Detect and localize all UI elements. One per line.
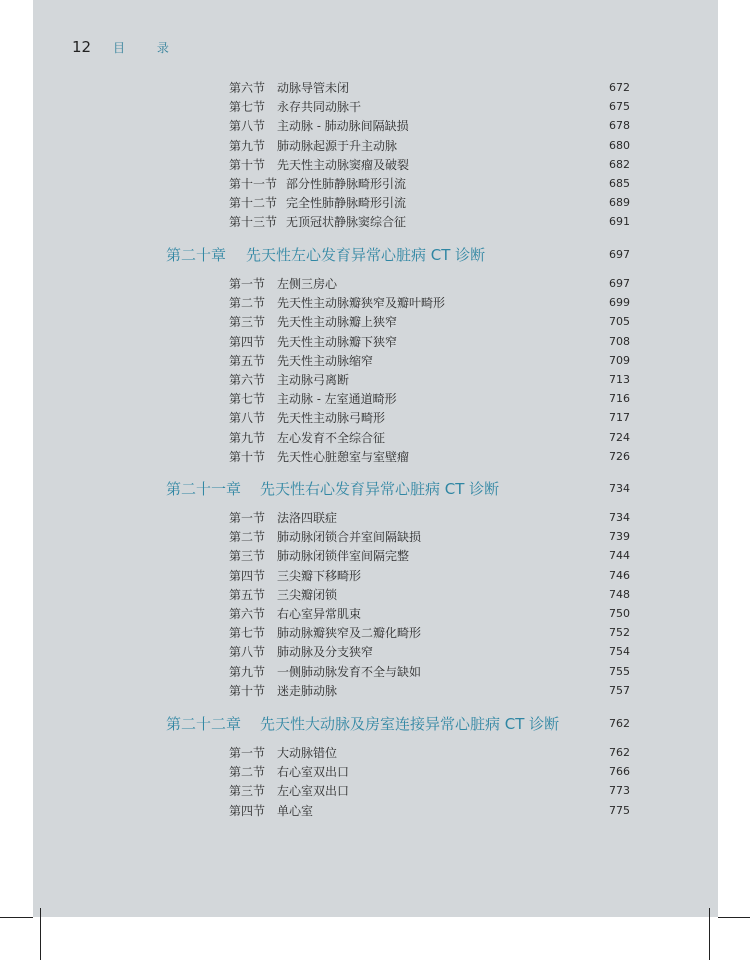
toc-section-entry[interactable] — [229, 644, 630, 660]
section-title: 左侧三房心 — [277, 277, 338, 291]
section-title: 单心室 — [277, 803, 314, 818]
section-page-number: 755 — [609, 664, 630, 678]
toc-section-entry[interactable] — [229, 548, 630, 564]
chapter-title: 先天性大动脉及房室连接异常心脏病 CT 诊断 — [260, 715, 560, 733]
toc-section-entry[interactable] — [229, 625, 630, 641]
toc-section-entry[interactable] — [229, 195, 630, 211]
section-page-number: 713 — [609, 373, 630, 386]
section-title: 迷走肺动脉 — [277, 683, 338, 698]
section-page-number: 766 — [609, 765, 630, 779]
section-page-number: 762 — [609, 746, 630, 759]
section-number: 第二节 — [229, 296, 266, 311]
section-title: 主动脉 - 肺动脉间隔缺损 — [277, 119, 409, 134]
section-number: 第八节 — [229, 411, 266, 426]
section-page-number: 672 — [609, 81, 630, 94]
section-title: 先天性主动脉窦瘤及破裂 — [277, 157, 410, 172]
section-title: 永存共同动脉干 — [277, 100, 362, 115]
section-number: 第六节 — [229, 81, 266, 95]
chapter-title: 先天性右心发育异常心脏病 CT 诊断 — [260, 480, 500, 498]
crop-mark-bottom-left-horizontal — [0, 917, 33, 918]
section-title: 右心室双出口 — [277, 765, 350, 780]
section-number: 第四节 — [229, 803, 266, 818]
chapter-page-number: 734 — [609, 482, 630, 495]
toc-section-entry[interactable] — [229, 314, 630, 330]
section-number: 第二节 — [229, 765, 266, 780]
section-title: 先天性主动脉弓畸形 — [277, 411, 386, 426]
toc-chapter-entry[interactable] — [166, 713, 630, 735]
toc-section-entry[interactable] — [229, 587, 630, 603]
chapter-page-number: 762 — [609, 717, 630, 730]
toc-section-entry[interactable] — [229, 99, 630, 115]
section-title: 肺动脉起源于升主动脉 — [277, 138, 398, 153]
section-title: 肺动脉闭锁伴室间隔完整 — [277, 549, 410, 564]
section-page-number: 685 — [609, 177, 630, 190]
section-title: 肺动脉及分支狭窄 — [277, 645, 374, 660]
toc-section-entry[interactable] — [229, 295, 630, 311]
toc-section-entry[interactable] — [229, 176, 630, 192]
section-number: 第六节 — [229, 373, 266, 387]
section-page-number: 757 — [609, 683, 630, 697]
section-title: 左心室双出口 — [277, 784, 350, 799]
section-page-number: 726 — [609, 449, 630, 463]
toc-section-entry[interactable] — [229, 353, 630, 369]
section-page-number: 708 — [609, 334, 630, 348]
section-title: 肺动脉瓣狭窄及二瓣化畸形 — [277, 626, 422, 641]
section-number: 第九节 — [229, 138, 266, 153]
section-number: 第三节 — [229, 784, 266, 799]
section-page-number: 734 — [609, 511, 630, 524]
section-number: 第八节 — [229, 645, 266, 660]
section-page-number: 748 — [609, 587, 630, 601]
chapter-number: 第二十一章 — [166, 480, 242, 498]
toc-section-entry[interactable] — [229, 118, 630, 134]
section-page-number: 717 — [609, 411, 630, 425]
section-title: 大动脉错位 — [277, 746, 338, 760]
section-page-number: 691 — [609, 215, 630, 229]
section-number: 第七节 — [229, 100, 266, 115]
chapter-title: 先天性左心发育异常心脏病 CT 诊断 — [246, 246, 486, 264]
section-number: 第九节 — [229, 664, 266, 679]
section-title: 三尖瓣闭锁 — [277, 587, 338, 602]
section-title: 主动脉弓离断 — [277, 373, 350, 387]
section-page-number: 675 — [609, 100, 630, 114]
section-title: 先天性心脏憩室与室壁瘤 — [277, 449, 410, 464]
section-title: 完全性肺静脉畸形引流 — [286, 196, 407, 211]
chapter-number: 第二十章 — [166, 246, 227, 264]
chapter-number: 第二十二章 — [166, 715, 242, 733]
toc-section-entry[interactable] — [229, 764, 630, 780]
section-title: 法洛四联症 — [277, 511, 338, 525]
section-title: 部分性肺静脉畸形引流 — [286, 177, 407, 191]
toc-section-entry[interactable] — [229, 214, 630, 230]
section-page-number: 709 — [609, 353, 630, 367]
section-title: 先天性主动脉瓣狭窄及瓣叶畸形 — [277, 296, 446, 311]
crop-mark-bottom-right-vertical — [709, 908, 710, 960]
section-number: 第十节 — [229, 449, 266, 464]
section-number: 第七节 — [229, 392, 266, 407]
section-number: 第五节 — [229, 587, 266, 602]
section-page-number: 699 — [609, 296, 630, 310]
section-title: 一侧肺动脉发育不全与缺如 — [277, 664, 422, 679]
toc-section-entry[interactable] — [229, 276, 630, 292]
section-page-number: 724 — [609, 430, 630, 444]
toc-section-entry[interactable] — [229, 391, 630, 407]
section-number: 第三节 — [229, 315, 266, 330]
section-number: 第九节 — [229, 430, 266, 445]
section-page-number: 739 — [609, 530, 630, 544]
toc-section-entry[interactable] — [229, 745, 630, 761]
section-page-number: 752 — [609, 626, 630, 640]
toc-section-entry[interactable] — [229, 664, 630, 680]
chapter-page-number: 697 — [609, 248, 630, 261]
section-title: 先天性主动脉瓣上狭窄 — [277, 315, 398, 330]
toc-section-entry[interactable] — [229, 510, 630, 526]
section-page-number: 682 — [609, 157, 630, 171]
section-page-number: 746 — [609, 568, 630, 582]
section-page-number: 680 — [609, 138, 630, 152]
section-number: 第八节 — [229, 119, 266, 134]
toc-section-entry[interactable] — [229, 803, 630, 819]
section-number: 第十节 — [229, 683, 266, 698]
section-title: 动脉导管未闭 — [277, 81, 350, 95]
section-page-number: 773 — [609, 784, 630, 798]
toc-section-entry[interactable] — [229, 529, 630, 545]
section-number: 第七节 — [229, 626, 266, 641]
section-page-number: 705 — [609, 315, 630, 329]
toc-section-entry[interactable] — [229, 606, 630, 622]
section-number: 第十一节 — [229, 177, 278, 191]
section-page-number: 775 — [609, 803, 630, 817]
toc-section-entry[interactable] — [229, 138, 630, 154]
section-title: 先天性主动脉缩窄 — [277, 353, 374, 368]
section-page-number: 689 — [609, 196, 630, 210]
section-number: 第四节 — [229, 334, 266, 349]
section-number: 第六节 — [229, 607, 266, 621]
section-title: 三尖瓣下移畸形 — [277, 568, 362, 583]
section-title: 先天性主动脉瓣下狭窄 — [277, 334, 398, 349]
section-number: 第一节 — [229, 277, 266, 291]
section-title: 无顶冠状静脉窦综合征 — [286, 215, 407, 230]
toc-chapter-entry[interactable] — [166, 244, 630, 266]
section-number: 第五节 — [229, 353, 266, 368]
section-page-number: 744 — [609, 549, 630, 563]
toc-section-entry[interactable] — [229, 334, 630, 350]
section-page-number: 754 — [609, 645, 630, 659]
running-header-title: 目 录 — [113, 41, 183, 55]
crop-mark-bottom-left-vertical — [40, 908, 41, 960]
section-number: 第二节 — [229, 530, 266, 545]
toc-section-entry[interactable] — [229, 783, 630, 799]
section-number: 第一节 — [229, 511, 266, 525]
section-page-number: 750 — [609, 607, 630, 620]
section-title: 主动脉 - 左室通道畸形 — [277, 392, 397, 407]
toc-chapter-entry[interactable] — [166, 478, 630, 500]
crop-mark-bottom-right-horizontal — [718, 917, 750, 918]
section-title: 左心发育不全综合征 — [277, 430, 386, 445]
section-title: 右心室异常肌束 — [277, 607, 362, 621]
toc-section-entry[interactable] — [229, 410, 630, 426]
toc-section-entry[interactable] — [229, 372, 630, 388]
toc-section-entry[interactable] — [229, 430, 630, 446]
section-number: 第一节 — [229, 746, 266, 760]
toc-section-entry[interactable] — [229, 157, 630, 173]
page-number: 12 — [72, 38, 92, 56]
toc-section-entry[interactable] — [229, 683, 630, 699]
toc-section-entry[interactable] — [229, 568, 630, 584]
toc-section-entry[interactable] — [229, 80, 630, 96]
section-number: 第四节 — [229, 568, 266, 583]
section-page-number: 678 — [609, 119, 630, 133]
toc-section-entry[interactable] — [229, 449, 630, 465]
section-page-number: 697 — [609, 277, 630, 290]
section-number: 第十二节 — [229, 196, 278, 211]
section-number: 第十三节 — [229, 215, 278, 230]
section-page-number: 716 — [609, 392, 630, 406]
section-number: 第十节 — [229, 157, 266, 172]
section-title: 肺动脉闭锁合并室间隔缺损 — [277, 530, 422, 545]
section-number: 第三节 — [229, 549, 266, 564]
